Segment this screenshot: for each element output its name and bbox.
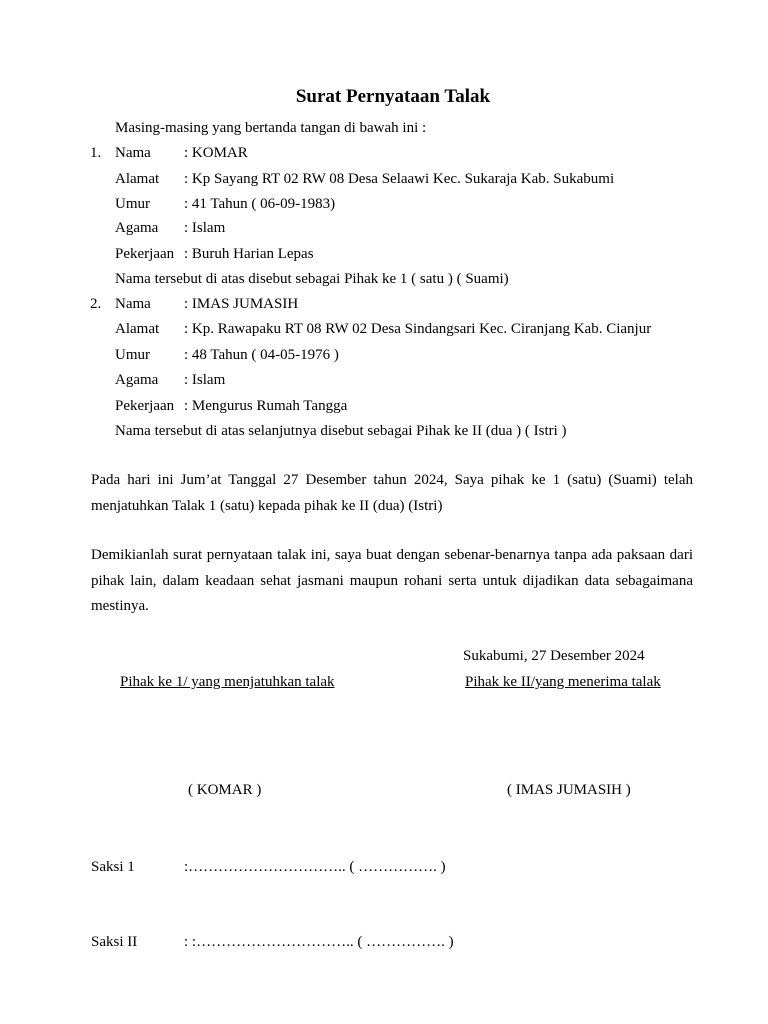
witness-2-value: : :………………………….. ( ……………. ) <box>184 934 454 950</box>
intro-text: Masing-masing yang bertanda tangan di bawah ini : <box>115 120 427 136</box>
signature-left-role: Pihak ke 1/ yang menjatuhkan talak <box>120 674 335 690</box>
party2-alamat-row <box>0 319 768 339</box>
party2-alamat-label: Alamat <box>115 321 160 337</box>
party2-alamat-value: : Kp. Rawapaku RT 08 RW 02 Desa Sindangsari Kec. Ciranjang Kab. Cianjur <box>184 321 652 337</box>
party1-nama-label: Nama <box>115 145 151 161</box>
party2-agama-row <box>0 370 768 390</box>
party2-umur-value: : 48 Tahun ( 04-05-1976 ) <box>184 347 339 363</box>
signature-left-name: ( KOMAR ) <box>188 782 262 798</box>
party1-alamat-row <box>0 169 768 189</box>
party2-number: 2. <box>90 296 102 312</box>
party1-note: Nama tersebut di atas disebut sebagai Pihak ke 1 ( satu ) ( Suami) <box>115 271 509 287</box>
closing-paragraph: Demikianlah surat pernyataan talak ini, saya buat dengan sebenar-benarnya tanpa ada paksaan dari pihak lain, dalam keadaan sehat jasmani maupun rohani serta untuk dijadikan data sebagaimana mestinya. <box>91 547 693 614</box>
signature-right-role: Pihak ke II/yang menerima talak <box>465 674 661 690</box>
party1-agama-value: : Islam <box>184 220 226 236</box>
document-title: Surat Pernyataan Talak <box>295 86 491 107</box>
party1-umur-row <box>0 194 768 214</box>
party1-nama-value: : KOMAR <box>184 145 248 161</box>
party1-umur-value: : 41 Tahun ( 06-09-1983) <box>184 196 336 212</box>
party1-alamat-label: Alamat <box>115 171 160 187</box>
party2-note: Nama tersebut di atas selanjutnya disebut sebagai Pihak ke II (dua ) ( Istri ) <box>115 423 567 439</box>
party1-agama-row <box>0 218 768 238</box>
party2-pekerjaan-label: Pekerjaan <box>115 398 175 414</box>
signature-place-date: Sukabumi, 27 Desember 2024 <box>463 648 645 664</box>
party2-umur-row <box>0 345 768 365</box>
party1-pekerjaan-label: Pekerjaan <box>115 246 175 262</box>
party2-nama-value: : IMAS JUMASIH <box>184 296 299 312</box>
witness-1-label: Saksi 1 <box>91 859 135 875</box>
witness-2-label: Saksi II <box>91 934 138 950</box>
party1-pekerjaan-row <box>0 244 768 264</box>
party2-note-row <box>0 421 768 441</box>
party2-nama-label: Nama <box>115 296 151 312</box>
party2-umur-label: Umur <box>115 347 150 363</box>
party2-pekerjaan-row <box>0 396 768 416</box>
party2-agama-label: Agama <box>115 372 159 388</box>
party1-number: 1. <box>90 145 102 161</box>
party2-agama-value: : Islam <box>184 372 226 388</box>
party1-note-row <box>0 269 768 289</box>
party1-umur-label: Umur <box>115 196 150 212</box>
party1-nama-row <box>0 143 768 163</box>
party2-pekerjaan-value: : Mengurus Rumah Tangga <box>184 398 348 414</box>
signature-right-name: ( IMAS JUMASIH ) <box>507 782 631 798</box>
party1-agama-label: Agama <box>115 220 159 236</box>
party2-nama-row <box>0 294 768 314</box>
party1-alamat-value: : Kp Sayang RT 02 RW 08 Desa Selaawi Kec. Sukaraja Kab. Sukabumi <box>184 171 615 187</box>
party1-pekerjaan-value: : Buruh Harian Lepas <box>184 246 314 262</box>
statement-paragraph: Pada hari ini Jum’at Tanggal 27 Desember tahun 2024, Saya pihak ke 1 (satu) (Suami) telah menjatuhkan Talak 1 (satu) kepada pihak ke II (dua) (Istri) <box>91 472 693 514</box>
witness-1-value: :………………………….. ( ……………. ) <box>184 859 446 875</box>
